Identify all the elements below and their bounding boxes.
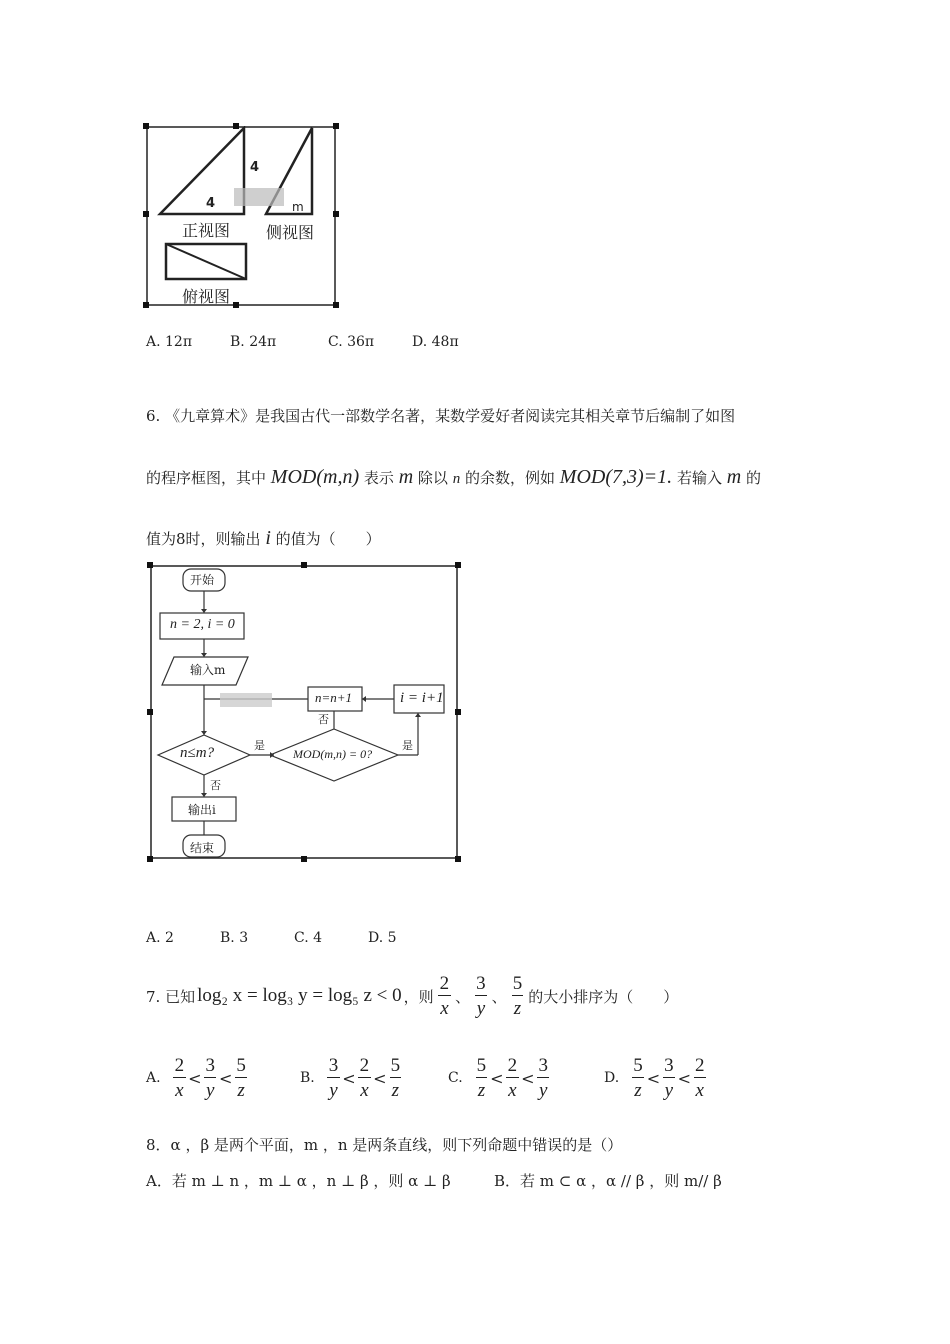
flowchart-figure	[150, 565, 458, 859]
flow-no-1: 否	[318, 713, 329, 726]
flow-input: 输入m	[190, 663, 226, 677]
q6-option-c: C. 4	[294, 930, 323, 946]
selection-handle[interactable]	[233, 123, 239, 129]
q6-text-2e: 若输入	[676, 469, 722, 487]
selection-handle[interactable]	[333, 123, 339, 129]
flow-update-n: n=n+1	[315, 690, 353, 705]
front-view-label: 正视图	[182, 221, 231, 240]
q6-line1	[146, 405, 735, 426]
selection-handle[interactable]	[147, 856, 153, 862]
q7-stem	[146, 974, 678, 1018]
q7-text-a: ，则	[403, 987, 434, 1006]
q6-text-2f: 的	[745, 469, 761, 487]
q7-number: 7. 已知	[146, 987, 196, 1006]
q6-option-a: A. 2	[146, 930, 174, 946]
option-label: D.	[604, 1070, 620, 1086]
q5-option-b: B. 24π	[230, 334, 277, 350]
flow-update-i: i = i+1	[400, 690, 444, 706]
selection-handle[interactable]	[147, 709, 153, 715]
log-equation: log₂ x = log₃ y = log₅ z < 0	[197, 985, 402, 1006]
flow-cond2: MOD(m,n) = 0?	[293, 747, 373, 761]
fraction-5-z: $\frac{5}{z}$	[512, 973, 523, 1019]
q6-line2	[146, 466, 761, 489]
mod-expression: MOD(m,n)	[270, 466, 360, 488]
q6-option-d: D. 5	[368, 930, 397, 946]
fraction-2-x: $\frac{2}{x}$	[439, 973, 450, 1019]
dim-horizontal-label: 4	[206, 196, 216, 211]
q8-option-a: A．若 m ⊥ n ，m ⊥ α ，n ⊥ β ，则 α ⊥ β	[146, 1172, 451, 1190]
flow-start: 开始	[190, 573, 215, 587]
q6-number: 6.	[146, 407, 161, 425]
flow-output: 输出i	[188, 803, 216, 817]
q6-text-2c: 除以	[417, 469, 448, 487]
fraction-3-y: $\frac{3}{y}$	[476, 973, 486, 1019]
selection-handle[interactable]	[301, 856, 307, 862]
selection-handle[interactable]	[143, 123, 149, 129]
option-label: B.	[300, 1070, 315, 1086]
top-view-label: 俯视图	[182, 287, 231, 306]
q6-text-2d: 的余数，例如	[465, 469, 556, 487]
selection-handle[interactable]	[301, 562, 307, 568]
q5-option-a: A. 12π	[146, 334, 193, 350]
q6-text-3b: 的值为（ ）	[275, 530, 381, 548]
dim-side-label: m	[292, 200, 304, 214]
selection-handle[interactable]	[333, 211, 339, 217]
selection-handle[interactable]	[143, 302, 149, 308]
selection-handle[interactable]	[233, 302, 239, 308]
flow-no-2: 否	[210, 779, 221, 792]
selection-handle[interactable]	[333, 302, 339, 308]
q5-option-c: C. 36π	[328, 334, 375, 350]
q7-options	[146, 1056, 846, 1116]
three-view-figure	[146, 126, 336, 306]
q8-option-b: B．若 m ⊂ α ，α // β ，则 m// β	[494, 1172, 722, 1190]
flow-cond1: n≤m?	[180, 745, 215, 761]
selection-handle[interactable]	[143, 211, 149, 217]
var-m: m	[398, 466, 414, 488]
q6-text-2a: 的程序框图，其中	[146, 469, 267, 487]
q5-option-d: D. 48π	[412, 334, 459, 350]
selection-handle[interactable]	[455, 562, 461, 568]
separator: 、	[491, 987, 507, 1006]
flow-end: 结束	[190, 841, 215, 855]
var-n: n	[452, 471, 461, 487]
q8-stem: 8．α ，β 是两个平面，m ，n 是两条直线，则下列命题中错误的是（）	[146, 1136, 623, 1154]
selection-handle[interactable]	[147, 562, 153, 568]
separator: 、	[455, 987, 471, 1006]
selection-handle[interactable]	[455, 709, 461, 715]
flow-init: n = 2, i = 0	[170, 617, 235, 632]
q7-option-d: D. $\frac{5}{z}$ < $\frac{3}{y}$ < $\frac{2}{x}$	[604, 1055, 705, 1101]
dim-vertical-label: 4	[250, 160, 260, 175]
var-m: m	[726, 466, 742, 488]
option-label: C.	[448, 1070, 463, 1086]
selection-handle[interactable]	[455, 856, 461, 862]
q6-line3	[146, 527, 381, 550]
q6-text-3a: 值为8时，则输出	[146, 530, 261, 548]
q7-text-b: 的大小排序为（ ）	[528, 987, 679, 1006]
flow-yes-1: 是	[254, 739, 265, 752]
side-view-label: 侧视图	[266, 223, 315, 242]
q6-text-1: 《九章算术》是我国古代一部数学名著，某数学爱好者阅读完其相关章节后编制了如图	[165, 407, 736, 425]
q7-option-c: C. $\frac{5}{z}$ < $\frac{2}{x}$ < $\frac{3}{y}$	[448, 1055, 548, 1101]
q7-option-a: A. $\frac{2}{x}$ < $\frac{3}{y}$ < $\frac{5}{z}$	[146, 1055, 246, 1101]
q6-option-b: B. 3	[220, 930, 249, 946]
var-i: i	[265, 527, 271, 549]
three-view-drawing	[146, 126, 338, 308]
option-label: A.	[146, 1070, 161, 1086]
q6-text-2b: 表示	[363, 469, 394, 487]
mod-example: MOD(7,3)=1.	[559, 466, 673, 488]
q7-option-b: B. $\frac{3}{y}$ < $\frac{2}{x}$ < $\frac{5}{z}$	[300, 1055, 401, 1101]
flow-yes-2: 是	[402, 739, 413, 752]
